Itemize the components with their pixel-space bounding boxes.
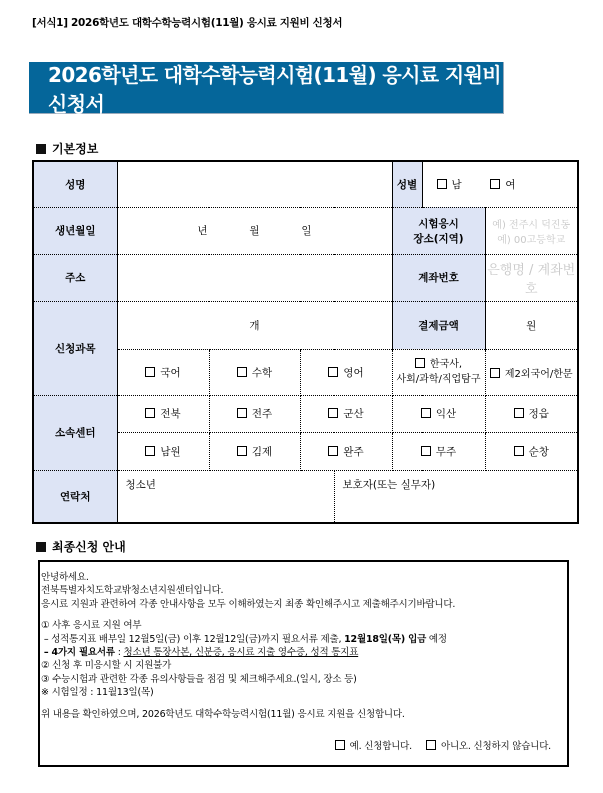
black-square-icon — [36, 144, 46, 154]
checkbox-icon[interactable] — [335, 740, 345, 750]
checkbox-icon[interactable] — [514, 446, 524, 456]
checkbox-icon[interactable] — [490, 179, 500, 189]
center-option[interactable]: 무주 — [392, 432, 485, 470]
exam-date: ※ 시험일정 : 11월13일(목) — [41, 687, 154, 699]
center-option[interactable]: 군산 — [300, 395, 392, 432]
subject-math[interactable]: 수학 — [209, 349, 300, 395]
center-option[interactable]: 전주 — [209, 395, 300, 432]
center-option[interactable]: 전북 — [117, 395, 209, 432]
subject-korean-history[interactable]: 한국사, 사회/과학/직업탐구 — [392, 349, 485, 395]
checkbox-icon[interactable] — [490, 368, 500, 378]
notice-text: 안녕하세요. — [41, 572, 89, 583]
exam-place-input[interactable]: 예) 전주시 덕진동 예) 00고등학교 — [485, 207, 578, 254]
page-title: 2026학년도 대학수학능력시험(11월) 응시료 지원비 신청서 — [48, 62, 502, 116]
checkbox-icon[interactable] — [514, 408, 524, 418]
contact-label: 연락처 — [33, 470, 117, 523]
checkbox-icon[interactable] — [421, 446, 431, 456]
checkbox-icon[interactable] — [328, 367, 338, 377]
contact-guardian-input[interactable]: 보호자(또는 실무자) — [334, 470, 578, 523]
gender-male-option[interactable]: 남 — [437, 179, 462, 191]
subject-english[interactable]: 영어 — [300, 349, 392, 395]
page-title-banner — [29, 62, 504, 114]
notice-text: 응시료 지원과 관련하여 각종 안내사항을 모두 이해하였는지 최종 확인해주시고 제출해주시기바랍니다. — [41, 598, 456, 610]
black-square-icon — [36, 542, 46, 552]
consent-yes-option[interactable]: 예. 신청합니다. — [335, 740, 412, 753]
address-input[interactable] — [117, 254, 392, 301]
exam-place-label: 시험응시 장소(지역) — [392, 207, 485, 254]
section-header-notice — [36, 538, 126, 555]
center-option[interactable]: 김제 — [209, 432, 300, 470]
checkbox-icon[interactable] — [328, 446, 338, 456]
birthdate-label: 생년월일 — [33, 207, 117, 254]
subjects-count-input[interactable]: 개 — [117, 301, 392, 349]
checkbox-icon[interactable] — [145, 408, 155, 418]
notice-text: 전북특별자치도학교밖청소년지원센터입니다. — [41, 585, 224, 597]
form-label: [서식1] 2026학년도 대학수학능력시험(11월) 응시료 지원비 신청서 — [32, 17, 343, 29]
section-title: 기본정보 — [52, 142, 99, 156]
section-header-basic — [36, 140, 98, 157]
contact-youth-input[interactable]: 청소년 — [117, 470, 334, 523]
checkbox-icon[interactable] — [145, 367, 155, 377]
notice-subitem: – 성적통지표 배부일 12월5일(금) 이후 12월12일(금)까지 필요서류 제출, 12월18일(목) 입금 예정 — [43, 633, 447, 645]
basic-info-table — [32, 160, 579, 524]
birthdate-input[interactable]: 년 월 일 — [117, 207, 392, 254]
gender-options — [422, 161, 578, 207]
center-option[interactable]: 익산 — [392, 395, 485, 432]
gender-female-option[interactable]: 여 — [490, 179, 515, 191]
notice-item: ② 신청 후 미응시할 시 지원불가 — [41, 660, 172, 672]
consent-no-option[interactable]: 아니오. 신청하지 않습니다. — [426, 740, 551, 753]
subject-korean[interactable]: 국어 — [117, 349, 209, 395]
consent-options — [335, 740, 551, 753]
gender-label: 성별 — [392, 161, 422, 207]
account-label: 계좌번호 — [392, 254, 485, 301]
section-title: 최종신청 안내 — [52, 540, 126, 554]
checkbox-icon[interactable] — [237, 408, 247, 418]
notice-subitem: – 4가지 필요서류 : 청소년 통장사본, 신분증, 응시료 지출 영수증, 성적 통지표 — [43, 647, 359, 659]
checkbox-icon[interactable] — [237, 446, 247, 456]
account-input[interactable]: 은행명 / 계좌번호 — [485, 254, 578, 301]
center-option[interactable]: 완주 — [300, 432, 392, 470]
subjects-label: 신청과목 — [33, 301, 117, 395]
center-label: 소속센터 — [33, 395, 117, 470]
checkbox-icon[interactable] — [437, 179, 447, 189]
name-label: 성명 — [33, 161, 117, 207]
payment-input[interactable]: 원 — [485, 301, 578, 349]
subject-second-language[interactable]: 제2외국어/한문 — [485, 349, 578, 395]
center-option[interactable]: 남원 — [117, 432, 209, 470]
checkbox-icon[interactable] — [328, 408, 338, 418]
notice-box — [38, 560, 569, 767]
payment-label: 결제금액 — [392, 301, 485, 349]
notice-item: ① 사후 응시료 지원 여부 — [41, 620, 142, 632]
checkbox-icon[interactable] — [426, 740, 436, 750]
address-label: 주소 — [33, 254, 117, 301]
center-option[interactable]: 정읍 — [485, 395, 578, 432]
checkbox-icon[interactable] — [237, 367, 247, 377]
notice-item: ③ 수능시험과 관련한 각종 유의사항들을 점검 및 체크해주세요.(일시, 장소 등) — [41, 673, 357, 685]
center-option[interactable]: 순창 — [485, 432, 578, 470]
confirm-statement: 위 내용을 확인하였으며, 2026학년도 대학수학능력시험(11월) 응시료 지원을 신청합니다. — [41, 708, 405, 720]
checkbox-icon[interactable] — [145, 446, 155, 456]
checkbox-icon[interactable] — [415, 358, 425, 368]
name-input[interactable] — [117, 161, 392, 207]
checkbox-icon[interactable] — [421, 408, 431, 418]
